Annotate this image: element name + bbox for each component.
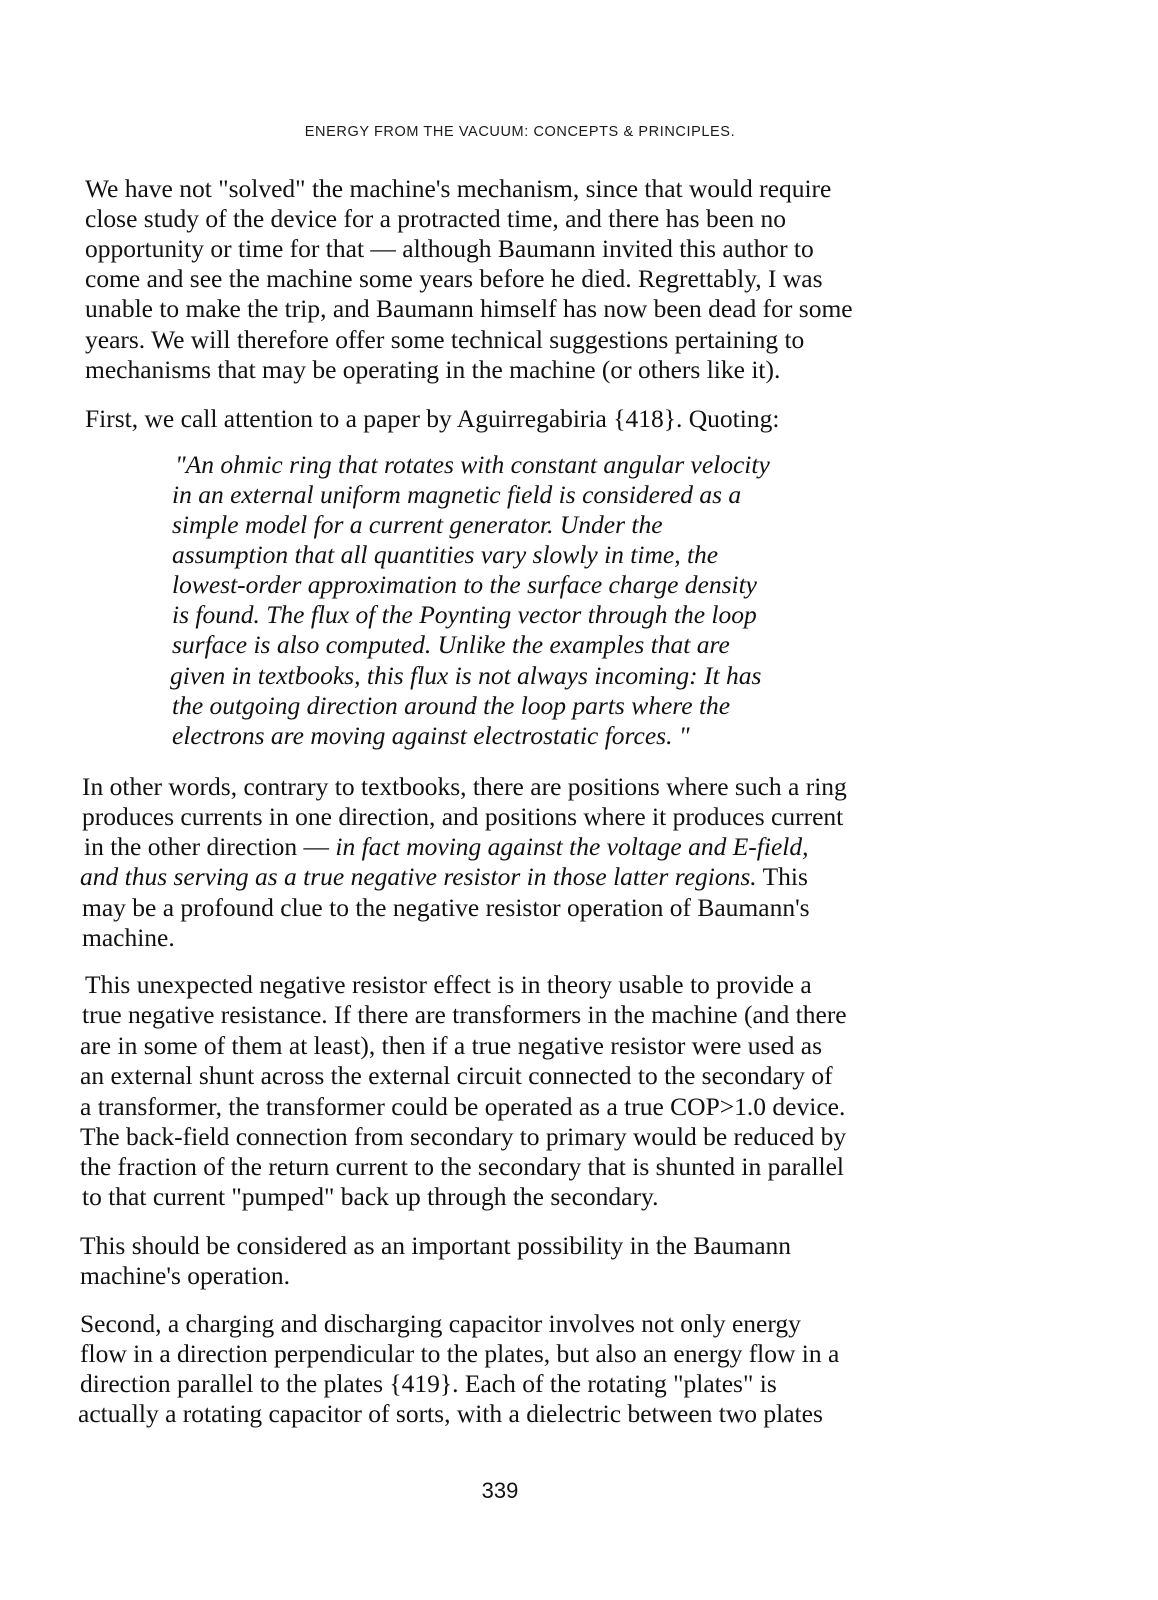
block-quote-line: simple model for a current generator. Under the <box>172 510 663 539</box>
block-quote-line: assumption that all quantities vary slowly in time, the <box>172 540 719 569</box>
paragraph-4-line: the fraction of the return current to the secondary that is shunted in parallel <box>80 1152 845 1181</box>
paragraph-1-line: years. We will therefore offer some technical suggestions pertaining to <box>85 325 805 354</box>
paragraph-4-line: to that current "pumped" back up through the secondary. <box>82 1182 659 1211</box>
paragraph-4-line: The back-field connection from secondary to primary would be reduced by <box>80 1122 847 1151</box>
paragraph-1-line: come and see the machine some years before he died. Regrettably, I was <box>85 264 823 293</box>
paragraph-4-line: a transformer, the transformer could be operated as a true COP>1.0 device. <box>80 1092 846 1121</box>
paragraph-1-line: opportunity or time for that — although Baumann invited this author to <box>85 234 814 263</box>
block-quote-line: given in textbooks, this flux is not always incoming: It has <box>170 661 762 690</box>
paragraph-3-line: In other words, contrary to textbooks, there are positions where such a ring <box>82 772 847 801</box>
paragraph-1-line: close study of the device for a protracted time, and there has been no <box>85 204 786 233</box>
paragraph-3-line: machine. <box>82 923 175 952</box>
paragraph-3-line <box>80 862 808 892</box>
block-quote-line: electrons are moving against electrostatic forces. " <box>172 721 690 750</box>
paragraph-3-line <box>84 832 808 862</box>
paragraph-6-line: flow in a direction perpendicular to the plates, but also an energy flow in a <box>80 1339 840 1368</box>
paragraph-1-line: We have not "solved" the machine's mechanism, since that would require <box>85 174 832 203</box>
paragraph-6-line: actually a rotating capacitor of sorts, with a dielectric between two plates <box>78 1399 823 1428</box>
paragraph-3-line: produces currents in one direction, and positions where it produces current <box>82 802 844 831</box>
block-quote-line: in an external uniform magnetic field is considered as a <box>172 480 742 509</box>
paragraph-4-line: true negative resistance. If there are transformers in the machine (and there <box>82 1000 847 1029</box>
paragraph-3-text: in the other direction — <box>84 832 336 861</box>
paragraph-5-line: This should be considered as an important possibility in the Baumann <box>80 1231 792 1260</box>
paragraph-4-line: are in some of them at least), then if a true negative resistor were used as <box>80 1031 823 1060</box>
block-quote-line: is found. The flux of the Poynting vector through the loop <box>172 600 757 629</box>
emphasis-text: and thus serving as a true negative resistor in those latter regions. <box>80 862 757 891</box>
paragraph-3-text: This <box>756 862 808 891</box>
paragraph-1-line: mechanisms that may be operating in the machine (or others like it). <box>85 355 781 384</box>
paragraph-4-line: This unexpected negative resistor effect is in theory usable to provide a <box>85 970 812 999</box>
block-quote-line: "An ohmic ring that rotates with constant angular velocity <box>175 450 770 479</box>
block-quote-line: lowest-order approximation to the surface charge density <box>172 570 757 599</box>
paragraph-6-line: direction parallel to the plates {419}. Each of the rotating "plates" is <box>80 1369 777 1398</box>
paragraph-4-line: an external shunt across the external circuit connected to the secondary of <box>80 1061 833 1090</box>
block-quote-line: the outgoing direction around the loop parts where the <box>172 691 731 720</box>
page-number: 339 <box>481 1478 519 1503</box>
emphasis-text: in fact moving against the voltage and E-field, <box>335 832 809 861</box>
block-quote-line: surface is also computed. Unlike the examples that are <box>172 630 730 659</box>
paragraph-1-line: unable to make the trip, and Baumann himself has now been dead for some <box>85 294 853 323</box>
paragraph-3-line: may be a profound clue to the negative resistor operation of Baumann's <box>82 893 810 922</box>
paragraph-2-line: First, we call attention to a paper by Aguirregabiria {418}. Quoting: <box>85 404 780 433</box>
running-header: ENERGY FROM THE VACUUM: CONCEPTS & PRINCIPLES. <box>304 124 736 140</box>
paragraph-6-line: Second, a charging and discharging capacitor involves not only energy <box>80 1309 801 1338</box>
paragraph-5-line: machine's operation. <box>80 1261 290 1290</box>
